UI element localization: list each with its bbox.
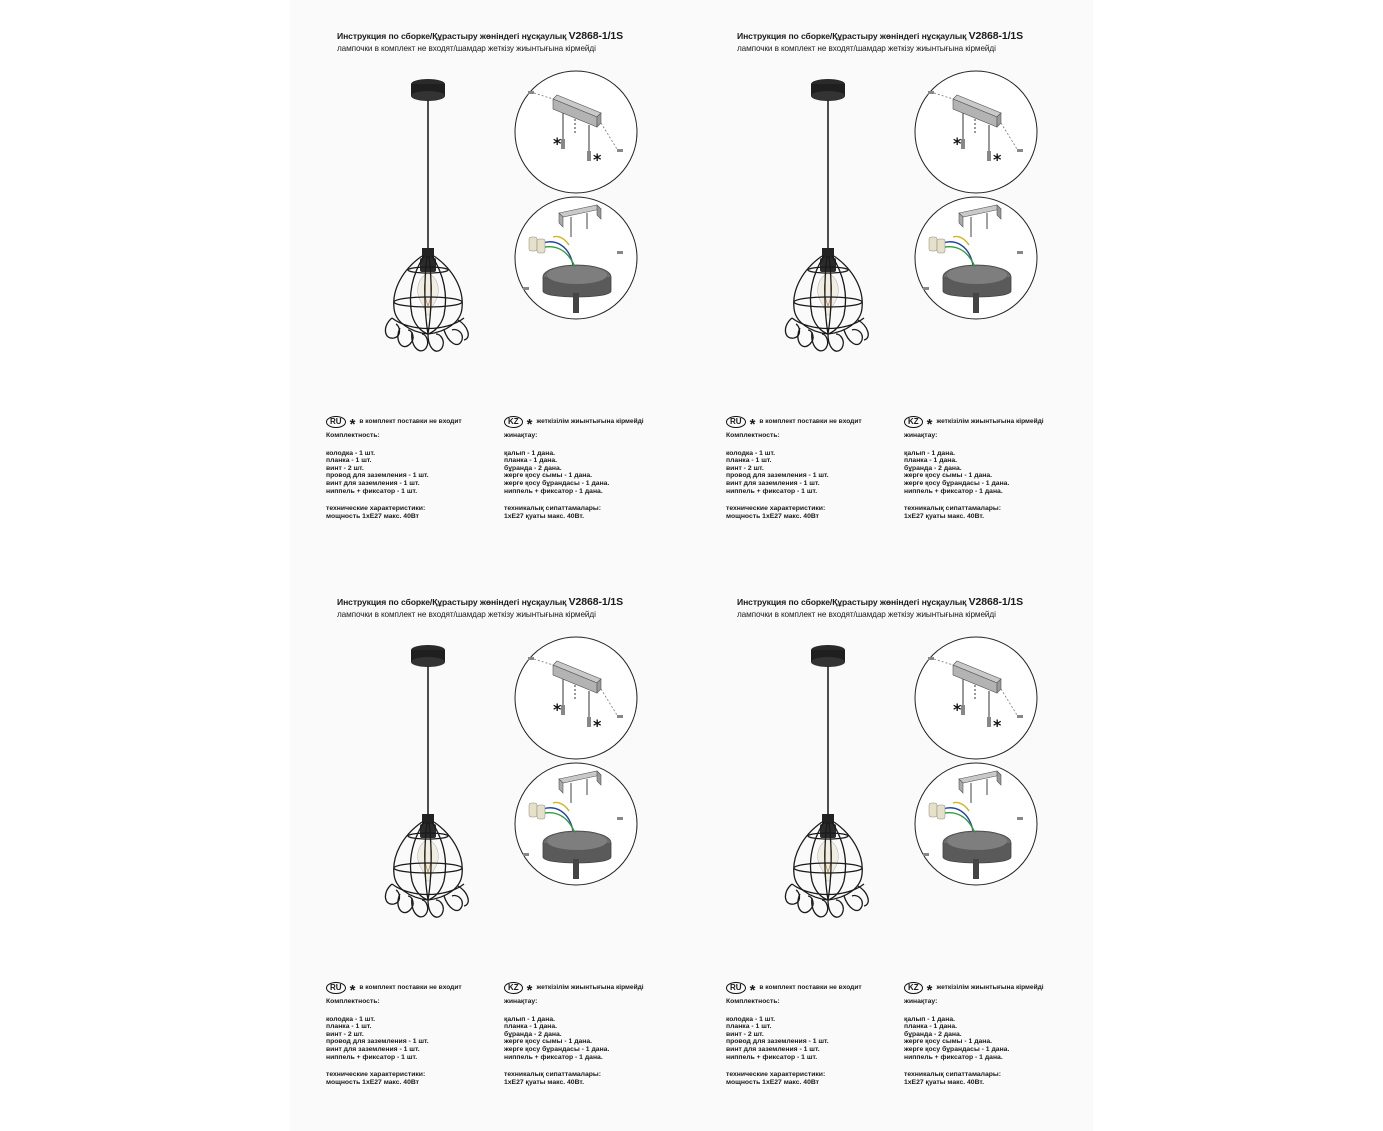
list-item: винт для заземления - 1 шт.	[726, 1045, 820, 1053]
model-number: V2868-1/1S	[968, 30, 1024, 42]
list-item: планка - 1 дана.	[504, 1023, 558, 1031]
kz-badge: KZ	[504, 416, 523, 428]
kz-info-block	[904, 982, 1044, 1086]
kz-info-block	[504, 416, 644, 520]
kz-specs-heading: техникалық сипаттамалары:	[504, 505, 601, 513]
kz-specs-heading: техникалық сипаттамалары:	[904, 505, 1001, 513]
mounting-bracket-detail	[513, 69, 639, 195]
list-item: бұранда - 2 дана.	[504, 1030, 562, 1038]
svg-text:*: *	[553, 134, 562, 153]
ru-specs-heading: технические характеристики:	[326, 505, 426, 513]
panel-title: Инструкция по сборке/Құрастыру жөніндегі нұсқаулық V2868-1/1S	[337, 30, 624, 42]
list-item: планка - 1 дана.	[504, 457, 558, 465]
kz-info-block	[504, 982, 644, 1086]
ru-kit-list	[726, 450, 862, 496]
instruction-panel	[290, 0, 690, 560]
kz-star-note: жеткізілім жиынтығына кірмейді	[536, 418, 644, 426]
asterisk-icon: *	[349, 416, 356, 433]
kz-specs-heading: техникалық сипаттамалары:	[904, 1071, 1001, 1079]
list-item: провод для заземления - 1 шт.	[726, 1038, 829, 1046]
list-item: жерге қосу сымы - 1 дана.	[504, 1038, 593, 1046]
pendant-lamp-illustration	[370, 70, 480, 370]
ru-specs-heading: технические характеристики:	[726, 1071, 826, 1079]
asterisk-icon: *	[526, 982, 533, 999]
svg-text:*: *	[553, 700, 562, 719]
ru-star-note: в комплект поставки не входит	[359, 418, 462, 426]
list-item: винт для заземления - 1 шт.	[326, 479, 420, 487]
model-number: V2868-1/1S	[568, 30, 624, 42]
list-item: ниппель + фиксатор - 1 шт.	[726, 487, 818, 495]
list-item: планка - 1 дана.	[904, 1023, 958, 1031]
panel-subtitle: лампочки в комплект не входят/шамдар жеткізу жиынтығына кірмейді	[337, 610, 596, 619]
mounting-bracket-detail	[913, 69, 1039, 195]
canopy-wiring-detail	[913, 195, 1039, 321]
ru-specs-value: мощность 1xE27 макс. 40Вт	[726, 512, 820, 520]
svg-text:*: *	[593, 150, 602, 169]
asterisk-icon: *	[749, 982, 756, 999]
list-item: винт - 2 шт.	[726, 464, 764, 472]
list-item: винт - 2 шт.	[326, 464, 364, 472]
list-item: ниппель + фиксатор - 1 дана.	[504, 1053, 603, 1061]
list-item: винт для заземления - 1 шт.	[326, 1045, 420, 1053]
instruction-panel	[690, 566, 1090, 1126]
svg-text:*: *	[993, 150, 1002, 169]
list-item: винт - 2 шт.	[726, 1030, 764, 1038]
ru-badge: RU	[326, 416, 346, 428]
kz-star-note: жеткізілім жиынтығына кірмейді	[536, 984, 644, 992]
kz-kit-heading: жинақтау:	[904, 998, 938, 1005]
kz-specs-value: 1xE27 қуаты макс. 40Вт.	[904, 1078, 985, 1086]
list-item: планка - 1 шт.	[326, 457, 372, 465]
kz-badge: KZ	[904, 416, 923, 428]
ru-specs-heading: технические характеристики:	[326, 1071, 426, 1079]
kz-kit-list	[504, 1016, 644, 1062]
asterisk-icon: *	[926, 416, 933, 433]
svg-text:*: *	[953, 700, 962, 719]
panel-title: Инструкция по сборке/Құрастыру жөніндегі нұсқаулық V2868-1/1S	[737, 596, 1024, 608]
list-item: жерге қосу бұрандасы - 1 дана.	[904, 479, 1010, 487]
instruction-panel	[690, 0, 1090, 560]
list-item: винт - 2 шт.	[326, 1030, 364, 1038]
ru-star-note: в комплект поставки не входит	[759, 984, 862, 992]
kz-badge: KZ	[904, 982, 923, 994]
kz-info-block	[904, 416, 1044, 520]
instruction-sheet	[290, 0, 1093, 1131]
canopy-wiring-detail	[913, 761, 1039, 887]
canopy-wiring-detail	[513, 761, 639, 887]
list-item: бұранда - 2 дана.	[904, 1030, 962, 1038]
ru-star-note: в комплект поставки не входит	[359, 984, 462, 992]
ru-specs-value: мощность 1xE27 макс. 40Вт	[326, 1078, 420, 1086]
svg-text:*: *	[993, 716, 1002, 735]
ru-kit-heading: Комплектность:	[326, 998, 380, 1005]
ru-kit-heading: Комплектность:	[326, 432, 380, 439]
kz-specs-value: 1xE27 қуаты макс. 40Вт.	[504, 512, 585, 520]
list-item: колодка - 1 шт.	[326, 1015, 376, 1023]
ru-star-note: в комплект поставки не входит	[759, 418, 862, 426]
panel-title: Инструкция по сборке/Құрастыру жөніндегі нұсқаулық V2868-1/1S	[337, 596, 624, 608]
kz-kit-heading: жинақтау:	[904, 432, 938, 439]
list-item: ниппель + фиксатор - 1 дана.	[904, 1053, 1003, 1061]
instruction-panel	[290, 566, 690, 1126]
list-item: планка - 1 шт.	[326, 1023, 372, 1031]
list-item: ниппель + фиксатор - 1 дана.	[504, 487, 603, 495]
list-item: провод для заземления - 1 шт.	[726, 472, 829, 480]
kz-badge: KZ	[504, 982, 523, 994]
pendant-lamp-illustration	[770, 70, 880, 370]
list-item: қалып - 1 дана.	[504, 449, 555, 457]
list-item: колодка - 1 шт.	[726, 1015, 776, 1023]
panel-subtitle: лампочки в комплект не входят/шамдар жеткізу жиынтығына кірмейді	[337, 44, 596, 53]
kz-star-note: жеткізілім жиынтығына кірмейді	[936, 984, 1044, 992]
kz-kit-heading: жинақтау:	[504, 998, 538, 1005]
list-item: провод для заземления - 1 шт.	[326, 472, 429, 480]
asterisk-icon: *	[926, 982, 933, 999]
mounting-bracket-detail	[913, 635, 1039, 761]
ru-specs-value: мощность 1xE27 макс. 40Вт	[326, 512, 420, 520]
list-item: бұранда - 2 дана.	[504, 464, 562, 472]
ru-badge: RU	[326, 982, 346, 994]
ru-kit-list	[326, 1016, 462, 1062]
ru-badge: RU	[726, 982, 746, 994]
asterisk-icon: *	[526, 416, 533, 433]
kz-specs-value: 1xE27 қуаты макс. 40Вт.	[904, 512, 985, 520]
list-item: ниппель + фиксатор - 1 шт.	[326, 1053, 418, 1061]
list-item: жерге қосу бұрандасы - 1 дана.	[504, 479, 610, 487]
ru-kit-list	[726, 1016, 862, 1062]
ru-info-block	[326, 416, 462, 520]
ru-info-block	[726, 982, 862, 1086]
svg-text:*: *	[953, 134, 962, 153]
list-item: қалып - 1 дана.	[904, 449, 955, 457]
list-item: колодка - 1 шт.	[726, 449, 776, 457]
list-item: провод для заземления - 1 шт.	[326, 1038, 429, 1046]
pendant-lamp-illustration	[370, 636, 480, 936]
pendant-lamp-illustration	[770, 636, 880, 936]
ru-specs-value: мощность 1xE27 макс. 40Вт	[726, 1078, 820, 1086]
ru-kit-list	[326, 450, 462, 496]
kz-kit-heading: жинақтау:	[504, 432, 538, 439]
ru-badge: RU	[726, 416, 746, 428]
list-item: жерге қосу сымы - 1 дана.	[504, 472, 593, 480]
panel-subtitle: лампочки в комплект не входят/шамдар жеткізу жиынтығына кірмейді	[737, 44, 996, 53]
ru-kit-heading: Комплектность:	[726, 998, 780, 1005]
list-item: винт для заземления - 1 шт.	[726, 479, 820, 487]
list-item: жерге қосу сымы - 1 дана.	[904, 1038, 993, 1046]
list-item: планка - 1 шт.	[726, 457, 772, 465]
panel-title: Инструкция по сборке/Құрастыру жөніндегі нұсқаулық V2868-1/1S	[737, 30, 1024, 42]
panel-subtitle: лампочки в комплект не входят/шамдар жеткізу жиынтығына кірмейді	[737, 610, 996, 619]
list-item: планка - 1 шт.	[726, 1023, 772, 1031]
list-item: колодка - 1 шт.	[326, 449, 376, 457]
model-number: V2868-1/1S	[568, 596, 624, 608]
asterisk-icon: *	[749, 416, 756, 433]
list-item: жерге қосу бұрандасы - 1 дана.	[904, 1045, 1010, 1053]
kz-kit-list	[904, 450, 1044, 496]
list-item: жерге қосу бұрандасы - 1 дана.	[504, 1045, 610, 1053]
list-item: ниппель + фиксатор - 1 шт.	[326, 487, 418, 495]
model-number: V2868-1/1S	[968, 596, 1024, 608]
kz-kit-list	[904, 1016, 1044, 1062]
list-item: бұранда - 2 дана.	[904, 464, 962, 472]
ru-kit-heading: Комплектность:	[726, 432, 780, 439]
svg-text:*: *	[593, 716, 602, 735]
list-item: планка - 1 дана.	[904, 457, 958, 465]
list-item: қалып - 1 дана.	[904, 1015, 955, 1023]
kz-kit-list	[504, 450, 644, 496]
kz-specs-heading: техникалық сипаттамалары:	[504, 1071, 601, 1079]
list-item: қалып - 1 дана.	[504, 1015, 555, 1023]
list-item: ниппель + фиксатор - 1 дана.	[904, 487, 1003, 495]
ru-specs-heading: технические характеристики:	[726, 505, 826, 513]
list-item: ниппель + фиксатор - 1 шт.	[726, 1053, 818, 1061]
kz-star-note: жеткізілім жиынтығына кірмейді	[936, 418, 1044, 426]
ru-info-block	[726, 416, 862, 520]
kz-specs-value: 1xE27 қуаты макс. 40Вт.	[504, 1078, 585, 1086]
mounting-bracket-detail	[513, 635, 639, 761]
canopy-wiring-detail	[513, 195, 639, 321]
list-item: жерге қосу сымы - 1 дана.	[904, 472, 993, 480]
ru-info-block	[326, 982, 462, 1086]
asterisk-icon: *	[349, 982, 356, 999]
